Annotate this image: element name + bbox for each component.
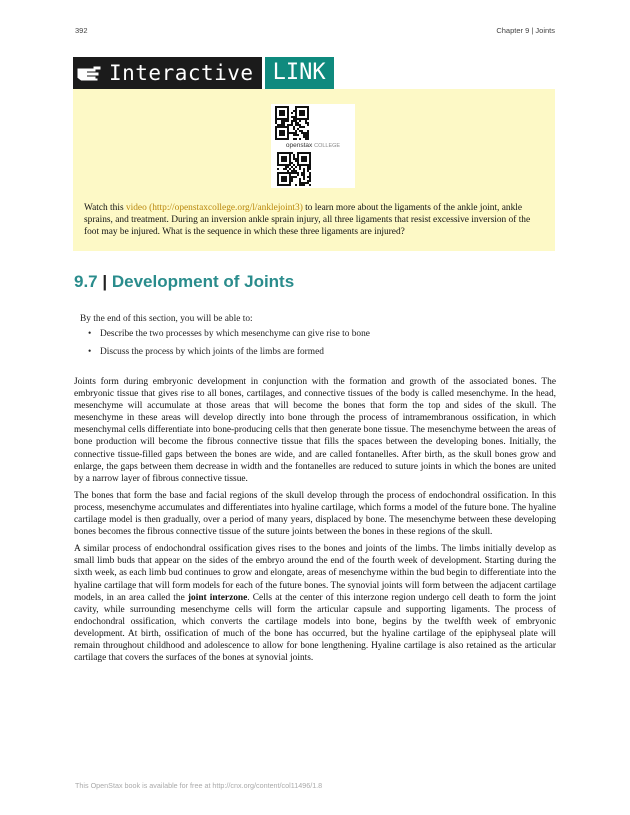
qr-caption-suffix: COLLEGE (314, 143, 341, 149)
link-text-after: to learn more about the ligaments of the ankle joint, ankle sprains, and treatment. During an inversion ankle sprain injury, all three ligaments that resist excessive inversion of the foot may be injured. What is the sequence in which these three ligaments are injured? (84, 203, 531, 238)
section-title (74, 272, 294, 292)
interactive-link-banner (73, 57, 334, 89)
paragraph-1: Joints form during embryonic development in conjunction with the formation and growth of the associated bones. The embryonic tissue that gives rise to all bones, cartilages, and connective tissues of the body is called mesenchyme. In the head, mesenchyme will accumulate at those areas that will become the bones that form the top and sides of the skull. The mesenchyme in these areas will develop directly into bone through the process of intramembranous ossification, in which mesenchymal cells differentiate into bone-producing cells that then generate bone tissue. The mesenchyme between the areas of bone production will become the fibrous connective tissue that fills the spaces between the developing bones. Initially, the connective tissue-filled gaps between the bones are wide, and are called fontanelles. After birth, as the skull bones grow and enlarge, the gaps between them decrease in width and the fontanelles are reduced to suture joints in which the bones are united by a narrow layer of fibrous connective tissue. (74, 377, 556, 484)
objectives-list (88, 328, 370, 363)
banner-title: Interactive (107, 57, 262, 89)
body-text (74, 376, 556, 669)
page-number: 392 (75, 26, 88, 35)
key-term: joint interzone (187, 592, 248, 603)
link-text-before: Watch this (84, 203, 126, 213)
banner-link-label: LINK (262, 57, 334, 89)
section-separator: | (102, 272, 108, 291)
section-heading: Development of Joints (111, 272, 295, 291)
paragraph-3 (74, 543, 556, 664)
objectives-intro: By the end of this section, you will be able to: (80, 314, 253, 324)
qr-caption-brand: openstax (285, 142, 313, 149)
paragraph-3-part-a: A similar process of endochondral ossification gives rises to the bones and joints of the limbs. The limbs initially develop as small limb buds that appear on the sides of the embryo around the end of the fourth week of development. Starting during the sixth week, as each limb bud continues to grow and elongate, areas of mesenchyme within the bud begin to differentiate into the hyaline cartilage that will form models for each of the future bones. The synovial joints will form between the adjacent cartilage models, in an area called the (74, 544, 556, 603)
list-item (88, 346, 370, 358)
pointing-hand-icon (73, 57, 107, 89)
qr-caption (271, 141, 355, 151)
chapter-label: Chapter 9 | Joints (496, 26, 555, 35)
objective-text: Discuss the process by which joints of the limbs are formed (100, 346, 324, 357)
objective-text: Describe the two processes by which mesenchyme can give rise to bone (100, 329, 370, 339)
section-number: 9.7 (74, 272, 98, 291)
page-footer: This OpenStax book is available for free at http://cnx.org/content/col11496/1.8 (75, 781, 323, 790)
list-item (88, 328, 370, 340)
interactive-link-text (84, 202, 546, 239)
qr-code-image[interactable] (271, 104, 355, 188)
running-header (75, 26, 555, 38)
bullet-icon: • (88, 329, 92, 339)
bullet-icon: • (88, 346, 92, 357)
paragraph-2: The bones that form the base and facial regions of the skull develop through the process of endochondral ossification. In this process, mesenchyme accumulates and differentiates into hyaline cartilage, which forms a model of the future bone. The hyaline cartilage model is then gradually, over a period of many years, displaced by bone. The mesenchyme between these developing bones becomes the fibrous connective tissue of the suture joints between the bones in these regions of the skull. (74, 490, 556, 538)
interactive-link-box (73, 89, 555, 251)
paragraph-3-part-b: . Cells at the center of this interzone region undergo cell death to form the joint cavity, while surrounding mesenchyme cells will form the articular capsule and supporting ligaments. The process of endochondral ossification, which converts the cartilage models into bone, begins by the twelfth week of embryonic development. At birth, ossification of much of the bone has occurred, but the hyaline cartilage of the epiphyseal plate will remain throughout childhood and adolescence to allow for bone lengthening. Hyaline cartilage is also retained as the articular cartilage that covers the surfaces of the bones at synovial joints. (74, 592, 556, 664)
video-link[interactable]: video (http://openstaxcollege.org/l/anklejoint3) (125, 203, 303, 213)
